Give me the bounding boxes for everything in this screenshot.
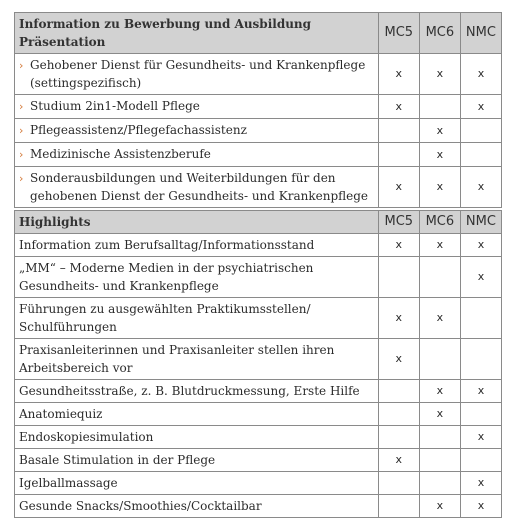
mark-cell bbox=[460, 339, 501, 380]
col-header-nmc: NMC bbox=[460, 13, 501, 54]
mark-cell bbox=[419, 426, 460, 449]
mark-cell bbox=[419, 257, 460, 298]
col-header-nmc: NMC bbox=[460, 211, 501, 234]
table-row bbox=[15, 143, 502, 167]
row-label-cell: Gesunde Snacks/Smoothies/Cocktailbar bbox=[15, 495, 379, 518]
table-title: Information zu Bewerbung und Ausbildung Präsentation bbox=[15, 13, 379, 54]
col-header-mc6: MC6 bbox=[419, 13, 460, 54]
mark-cell: x bbox=[419, 403, 460, 426]
row-label-cell bbox=[15, 95, 379, 119]
mark-cell: x bbox=[460, 380, 501, 403]
table-row bbox=[15, 234, 502, 257]
row-label: Medizinische Assistenzberufe bbox=[30, 147, 211, 161]
table-row bbox=[15, 119, 502, 143]
chevron-right-icon: › bbox=[19, 172, 24, 185]
row-label: Pflegeassistenz/Pflegefachassistenz bbox=[30, 123, 247, 137]
row-label-cell: Praxisanleiterinnen und Praxisanleiter stellen ihren Arbeitsbereich vor bbox=[15, 339, 379, 380]
chevron-right-icon: › bbox=[19, 59, 24, 72]
mark-cell bbox=[378, 380, 419, 403]
mark-cell bbox=[460, 119, 501, 143]
table-row bbox=[15, 95, 502, 119]
mark-cell: x bbox=[419, 234, 460, 257]
row-label-cell: Anatomiequiz bbox=[15, 403, 379, 426]
row-label-cell bbox=[15, 143, 379, 167]
table-row bbox=[15, 495, 502, 518]
col-header-mc5: MC5 bbox=[378, 211, 419, 234]
row-label-cell bbox=[15, 119, 379, 143]
mark-cell: x bbox=[419, 495, 460, 518]
mark-cell bbox=[460, 143, 501, 167]
mark-cell bbox=[460, 298, 501, 339]
highlights-table bbox=[14, 210, 502, 518]
chevron-right-icon: › bbox=[19, 148, 24, 161]
mark-cell: x bbox=[378, 449, 419, 472]
mark-cell bbox=[419, 95, 460, 119]
mark-cell: x bbox=[460, 426, 501, 449]
row-label-cell bbox=[15, 167, 379, 208]
mark-cell: x bbox=[460, 257, 501, 298]
row-label-cell: „MM“ – Moderne Medien in der psychiatrischen Gesundheits- und Krankenpflege bbox=[15, 257, 379, 298]
row-label-cell: Basale Stimulation in der Pflege bbox=[15, 449, 379, 472]
table-row bbox=[15, 167, 502, 208]
table-row bbox=[15, 403, 502, 426]
table-row bbox=[15, 449, 502, 472]
mark-cell: x bbox=[419, 380, 460, 403]
row-label-cell bbox=[15, 54, 379, 95]
mark-cell: x bbox=[378, 298, 419, 339]
mark-cell bbox=[419, 472, 460, 495]
mark-cell: x bbox=[419, 298, 460, 339]
table-row bbox=[15, 257, 502, 298]
table-title: Highlights bbox=[15, 211, 379, 234]
mark-cell: x bbox=[378, 95, 419, 119]
mark-cell bbox=[378, 143, 419, 167]
mark-cell: x bbox=[460, 472, 501, 495]
row-label-cell: Igelballmassage bbox=[15, 472, 379, 495]
table-row bbox=[15, 426, 502, 449]
mark-cell: x bbox=[460, 95, 501, 119]
application-info-table bbox=[14, 12, 502, 208]
mark-cell bbox=[460, 449, 501, 472]
table-header-row bbox=[15, 13, 502, 54]
table-row bbox=[15, 339, 502, 380]
table-row bbox=[15, 380, 502, 403]
mark-cell: x bbox=[460, 495, 501, 518]
mark-cell: x bbox=[419, 167, 460, 208]
mark-cell: x bbox=[419, 143, 460, 167]
row-label: Sonderausbildungen und Weiterbildungen für den gehobenen Dienst der Gesundheits- und Krankenpflege bbox=[30, 171, 369, 203]
mark-cell bbox=[419, 339, 460, 380]
mark-cell bbox=[378, 119, 419, 143]
row-label-cell: Endoskopiesimulation bbox=[15, 426, 379, 449]
mark-cell bbox=[378, 426, 419, 449]
row-label: Studium 2in1-Modell Pflege bbox=[30, 99, 200, 113]
row-label-cell: Information zum Berufsalltag/Informationsstand bbox=[15, 234, 379, 257]
mark-cell: x bbox=[460, 54, 501, 95]
col-header-mc5: MC5 bbox=[378, 13, 419, 54]
mark-cell bbox=[419, 449, 460, 472]
mark-cell bbox=[378, 472, 419, 495]
chevron-right-icon: › bbox=[19, 124, 24, 137]
table-row bbox=[15, 298, 502, 339]
mark-cell bbox=[378, 403, 419, 426]
mark-cell: x bbox=[419, 54, 460, 95]
row-label: Gehobener Dienst für Gesundheits- und Krankenpflege (settingspezifisch) bbox=[30, 58, 366, 90]
mark-cell: x bbox=[419, 119, 460, 143]
mark-cell bbox=[378, 257, 419, 298]
mark-cell bbox=[378, 495, 419, 518]
mark-cell bbox=[460, 403, 501, 426]
mark-cell: x bbox=[378, 339, 419, 380]
mark-cell: x bbox=[460, 167, 501, 208]
table-row bbox=[15, 472, 502, 495]
row-label-cell: Gesundheitsstraße, z. B. Blutdruckmessung, Erste Hilfe bbox=[15, 380, 379, 403]
mark-cell: x bbox=[378, 167, 419, 208]
row-label-cell: Führungen zu ausgewählten Praktikumsstellen/ Schulführungen bbox=[15, 298, 379, 339]
mark-cell: x bbox=[460, 234, 501, 257]
table-header-row bbox=[15, 211, 502, 234]
mark-cell: x bbox=[378, 234, 419, 257]
col-header-mc6: MC6 bbox=[419, 211, 460, 234]
table-row bbox=[15, 54, 502, 95]
mark-cell: x bbox=[378, 54, 419, 95]
chevron-right-icon: › bbox=[19, 100, 24, 113]
